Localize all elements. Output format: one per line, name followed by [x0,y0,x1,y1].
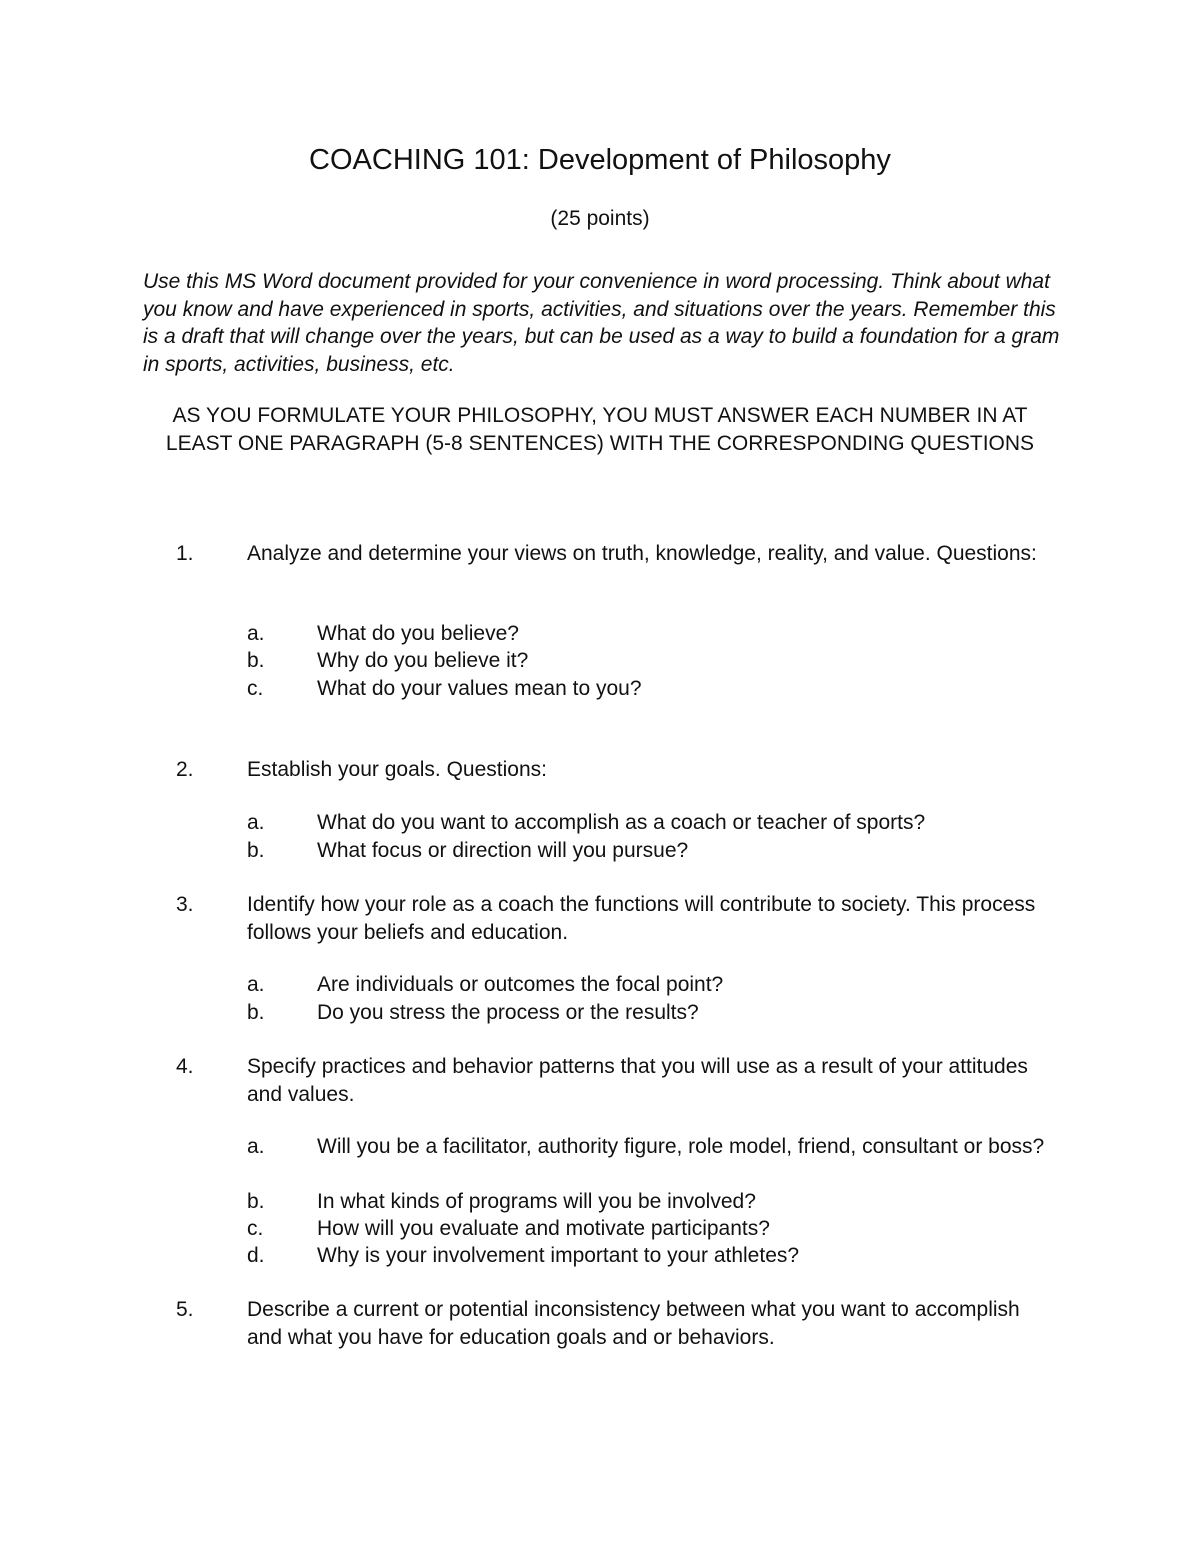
sub-question-letter: d. [247,1244,265,1267]
sub-question-letter: a. [247,973,265,996]
intro-paragraph: Use this MS Word document provided for your convenience in word processing. Think about what you know and have experienced in sports, activities, and situations over the years. Remember this is a draft that will change over the years, but can be used as a way to build a foundation for a gram in sports, activities, business, etc. [143,270,1060,376]
sub-question-letter: c. [247,677,264,700]
sub-question-text: Why do you believe it? [317,649,529,672]
points-subtitle: (25 points) [550,207,650,230]
sub-question-text: In what kinds of programs will you be involved? [317,1190,756,1213]
document-title: COACHING 101: Development of Philosophy [309,144,891,176]
question-number: 5. [176,1298,194,1321]
question-text: Establish your goals. Questions: [247,758,547,781]
sub-question-text: Why is your involvement important to your athletes? [317,1244,800,1267]
sub-question-text: Do you stress the process or the results? [317,1001,699,1024]
sub-question-letter: a. [247,622,265,645]
sub-question-letter: c. [247,1217,264,1240]
sub-question-letter: b. [247,649,265,672]
sub-question-letter: a. [247,811,265,834]
question-number: 3. [176,893,194,916]
sub-question-letter: a. [247,1135,265,1158]
sub-question-text: What do you want to accomplish as a coach or teacher of sports? [317,811,926,834]
sub-question-text: How will you evaluate and motivate participants? [317,1217,770,1240]
sub-question-letter: b. [247,839,265,862]
question-text: Describe a current or potential inconsistency between what you want to accomplish and what you have for education goals and or behaviors. [247,1298,1020,1349]
sub-question-text: What do your values mean to you? [317,677,642,700]
question-number: 4. [176,1055,194,1078]
question-number: 1. [176,542,194,565]
question-text: Identify how your role as a coach the functions will contribute to society. This process follows your beliefs and education. [247,893,1036,944]
sub-question-text: What focus or direction will you pursue? [317,839,689,862]
sub-question-text: Will you be a facilitator, authority figure, role model, friend, consultant or boss? [317,1135,1045,1158]
sub-question-letter: b. [247,1190,265,1213]
question-text: Analyze and determine your views on truth, knowledge, reality, and value. Questions: [247,542,1037,565]
sub-question-text: Are individuals or outcomes the focal point? [317,973,724,996]
question-text: Specify practices and behavior patterns that you will use as a result of your attitudes and values. [247,1055,1028,1106]
sub-question-letter: b. [247,1001,265,1024]
instruction-paragraph: AS YOU FORMULATE YOUR PHILOSOPHY, YOU MUST ANSWER EACH NUMBER IN AT LEAST ONE PARAGRAPH (5-8 SENTENCES) WITH THE CORRESPONDING QUESTIONS [165,404,1035,455]
question-number: 2. [176,758,194,781]
sub-question-text: What do you believe? [317,622,519,645]
